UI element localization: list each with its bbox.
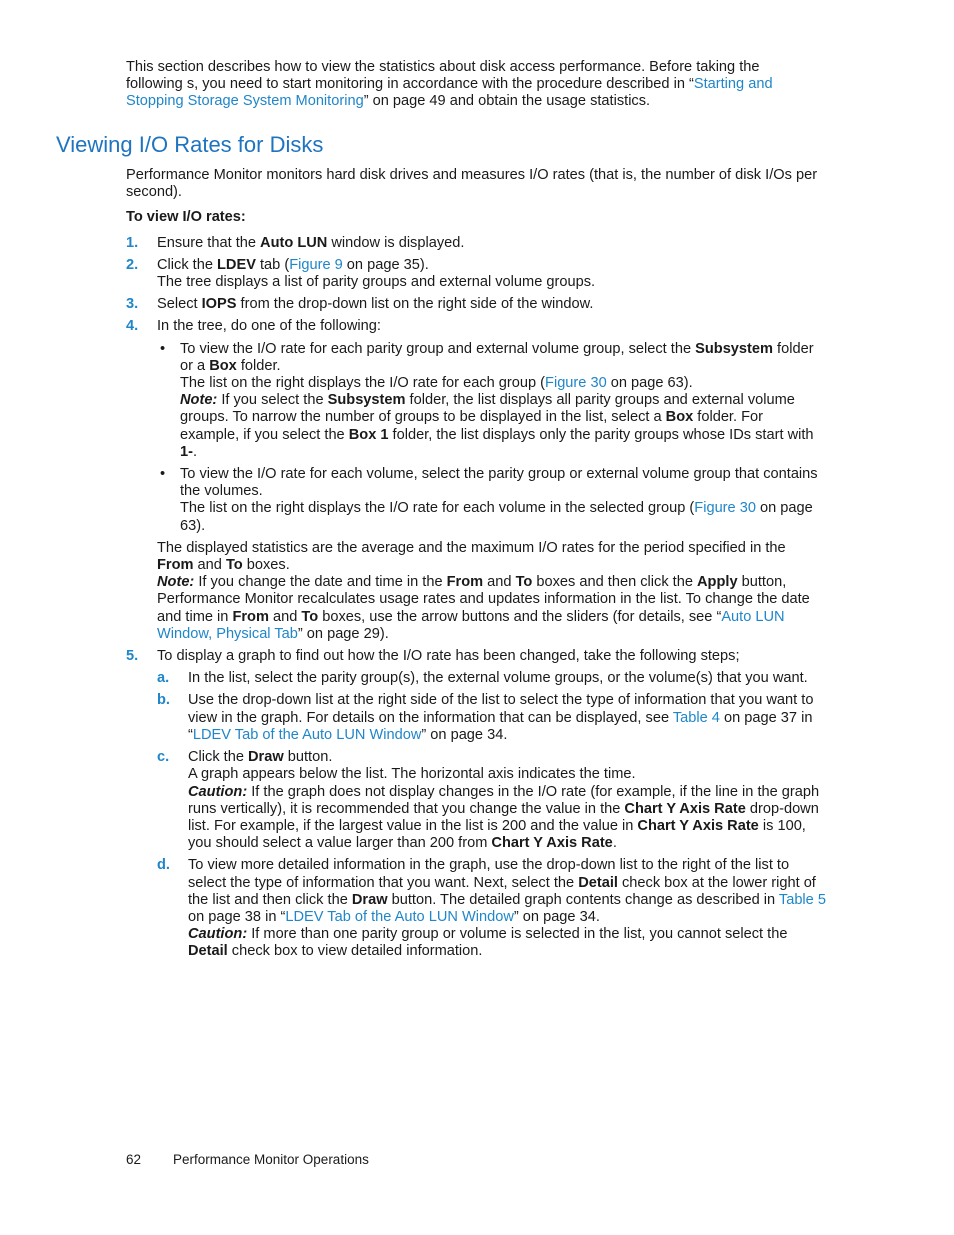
step-number: 1. [126,234,139,251]
substep-letter: c. [157,749,170,766]
link-starting-stopping-monitoring[interactable]: Starting and Stopping Storage System Monitoring [126,76,773,110]
substep-letter: a. [157,670,170,687]
bullet-item-group [157,341,826,461]
caution-label: Caution: [188,783,248,800]
step-text: To display a graph to find out how the I/O rate has been changed, take the following steps; [157,648,740,665]
note-label: Note: [157,574,195,591]
link-figure-9[interactable]: Figure 9 [289,256,343,273]
intro-text: This section describes how to view the statistics about disk access performance. Before taking the following s, you need to start monitoring in accordance with the procedure described in “ [126,59,760,93]
substep-caution: Caution: If more than one parity group or volume is selected in the list, you cannot select the Detail check box to view detailed information. [188,926,788,960]
step-4 [126,318,826,643]
step-number: 3. [126,296,139,313]
step-text: Click the LDEV tab (Figure 9 on page 35). [157,256,429,273]
link-ldev-tab[interactable]: LDEV Tab of the Auto LUN Window [285,908,514,925]
bullet-text-line2: The list on the right displays the I/O rate for each group (Figure 30 on page 63). [180,375,693,392]
bullet-text: To view the I/O rate for each parity group and external volume group, select the Subsystem folder or a Box folder. [180,340,814,374]
date-note-paragraph: Note: If you change the date and time in the From and To boxes and then click the Apply button, Performance Monitor recalculates usage rates and updates information in the list. To change the date and time in From and To boxes, use the arrow buttons and the sliders (for details, see “Auto LUN Window, Physical Tab” on page 29). [157,574,810,642]
link-figure-30[interactable]: Figure 30 [545,375,607,392]
substep-text: Use the drop-down list at the right side of the list to select the type of information that you want to view in the graph. For details on the information that can be displayed, see Table 4 on page 37 in “LDEV Tab of the Auto LUN Window” on page 34. [188,692,814,743]
substep-c [157,749,826,852]
page-footer [126,1151,369,1168]
step-number: 5. [126,648,139,665]
substep-letter: b. [157,692,170,709]
bullet-dot: • [160,466,166,483]
bullet-item-volume [157,466,826,535]
section-heading: Viewing I/O Rates for Disks [56,132,324,157]
substep-letter: d. [157,857,170,874]
step-text: In the tree, do one of the following: [157,318,381,335]
bullet-dot: • [160,340,166,357]
substep-text: To view more detailed information in the graph, use the drop-down list to the right of the list to select the type of information that you want. Next, select the Detail check box at the lower right of the list and then click the Draw button. The detailed graph contents change as described in Table 5 on page 38 in “LDEV Tab of the Auto LUN Window” on page 34. [188,857,826,925]
substep-d [157,857,826,960]
substep-a [157,670,826,687]
footer-title: Performance Monitor Operations [173,1152,369,1167]
procedure-title: To view I/O rates: [126,209,246,226]
substep-b [157,692,826,744]
step-number: 2. [126,256,139,273]
substep-text: In the list, select the parity group(s), the external volume groups, or the volume(s) that you want. [188,670,808,687]
section-body [126,167,826,961]
link-table-5[interactable]: Table 5 [778,891,826,908]
step-text-line2: The tree displays a list of parity groups and external volume groups. [157,274,596,291]
lead-paragraph: Performance Monitor monitors hard disk drives and measures I/O rates (that is, the number of disk I/Os per second). [126,167,818,201]
step-text: Ensure that the Auto LUN window is displayed. [157,234,465,251]
substep-text-line2: A graph appears below the list. The horizontal axis indicates the time. [188,766,636,783]
intro-text-end: ” on page 49 and obtain the usage statistics. [363,93,651,110]
bullet-text-line2: The list on the right displays the I/O rate for each volume in the selected group (Figure 30 on page 63). [180,500,813,534]
bold-term: Auto LUN [260,234,328,251]
step-5 [126,648,826,960]
step-text: Select IOPS from the drop-down list on the right side of the window. [157,296,594,313]
page-number: 62 [126,1152,142,1167]
substep-text: Click the Draw button. [188,749,333,766]
statistics-paragraph: The displayed statistics are the average and the maximum I/O rates for the period specified in the From and To boxes. [157,539,786,574]
substep-caution: Caution: If the graph does not display changes in the I/O rate (for example, if the line in the graph runs vertically), it is recommended that you change the value in the Chart Y Axis Rate drop-down list. For example, if the largest value in the list is 200 and the value in Chart Y Axis Rate is 100, you should select a value larger than 200 from Chart Y Axis Rate. [188,783,820,852]
intro-paragraph [126,59,806,111]
step-number: 4. [126,318,139,335]
link-ldev-tab[interactable]: LDEV Tab of the Auto LUN Window [192,726,422,743]
bold-term: LDEV [217,256,256,273]
bullet-note: Note: If you select the Subsystem folder, the list displays all parity groups and external volume groups. To narrow the number of groups to be displayed in the list, select a Box folder. For example, if you select the Box 1 folder, the list displays only the parity groups whose IDs start with 1-. [180,392,814,460]
note-label: Note: [180,392,218,409]
link-table-4[interactable]: Table 4 [672,709,720,726]
link-figure-30[interactable]: Figure 30 [694,500,756,517]
step-3 [126,296,826,313]
step-1 [126,235,826,252]
step-2 [126,257,826,291]
caution-label: Caution: [188,926,248,943]
link-auto-lun-physical-tab[interactable]: Auto LUN Window, Physical Tab [157,608,785,642]
bold-term: IOPS [201,296,237,313]
bullet-text: To view the I/O rate for each volume, select the parity group or external volume group that contains the volumes. [180,466,818,500]
